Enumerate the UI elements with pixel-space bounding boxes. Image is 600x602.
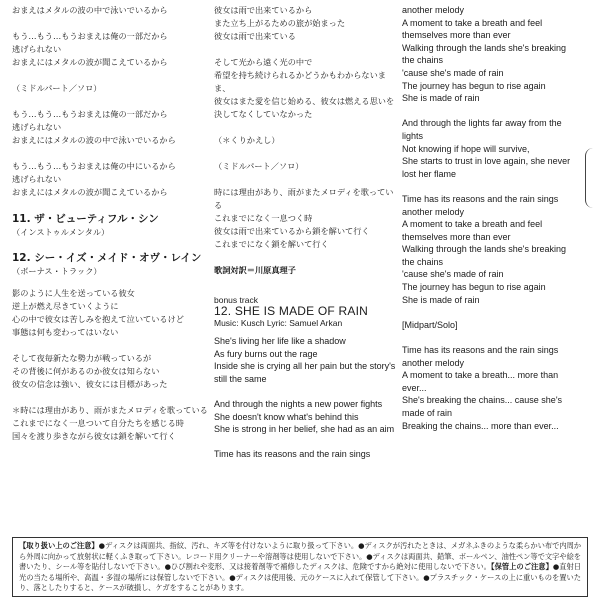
lyric-line: これまでになく一息ついて自分たちを感じる時 [12,418,184,428]
lyric-line: おまえにはメタルの波が聞こえているから [12,57,168,67]
lyric-line: Breaking the chains... more than ever... [402,420,559,431]
lyric-line: 時には理由があり、雨がまたメロディを歌っている [214,187,394,210]
lyric-line: そして光から遠く光の中で [214,57,313,67]
lyric-line: もう…もう…もうおまえは俺の一部だから [12,31,168,41]
lyric-line: She's breaking the chains... cause she's made of rain [402,395,563,418]
lyric-line: 事態は何も変わってはいない [12,327,119,337]
track-11-title: 11. ザ・ビューティフル・シン [12,213,159,225]
lyrics-block [12,4,208,199]
lyric-line: 彼女はまた愛を信じ始める、彼女は燃える思いを決してなくしていなかった [214,96,395,119]
chorus-block [12,404,208,443]
lyric-line: 彼女の信念は強い、彼女には目標があった [12,379,168,389]
lyric-line: A moment to take a breath... more than ever... [402,370,559,393]
lyric-line [214,436,396,449]
care-notice-box [12,537,588,597]
lyric-line [12,17,208,30]
lyric-line [12,69,208,82]
english-lyrics-block [402,4,578,432]
lyric-line: 国々を渡り歩きながら彼女は鎖を解いて行く [12,431,176,441]
lyric-line: Time has its reasons and the rain sings another melody [402,193,559,217]
lyric-line: Time has its reasons and the rain sings [214,449,371,460]
japanese-lyrics-column-1 [12,4,208,443]
lyric-line: 逃げられない [12,174,62,184]
track-11-subtitle: （インストゥルメンタル） [12,227,110,237]
lyric-line: She is made of rain [402,294,480,305]
lyric-line: Not knowing if hope will survive, [402,143,530,154]
lyric-line: 'cause she's made of rain [402,67,504,78]
translation-credit: 歌詞対訳＝川原真理子 [214,265,296,275]
lyric-line: And through the lights far away from the lights [402,118,562,141]
lyric-line: その背後に何があるのか彼女は知らない [12,366,160,376]
lyric-line: She starts to trust in love again, she never lost her flame [402,156,571,179]
english-lyrics-block [214,335,396,461]
lyric-line: 彼女は雨で出来ているから鎖を解いて行く [214,226,370,236]
lyric-line: これまでになく一息つく時 [214,213,313,223]
handling-notice-label: 【取り扱い上のご注意】 [19,541,99,550]
lyric-line: おまえにはメタルの波が聞こえているから [12,187,168,197]
lyric-line: （ミドルパート／ソロ） [214,161,304,171]
handling-notice-text: ●ディスクは両面共、指紋、汚れ、キズ等を付けないように取り扱って下さい。●ディスクが汚れたときは、メガネふきのような柔らかい布で内周から外周に向かって放射状に軽くふき取って下さい。レコード用クリーナーや溶剤等は使用しないで下さい。●ディスクは両面共、鉛筆、ボールペン、油性ペン等で文字や絵を書いたり、シール等を貼付しないで下さい。●ひび割れや変形、又は接着剤等で補修したディスクは、危険ですから絶対に使用しないで下さい。 [19,541,581,572]
english-track-title: 12. SHE IS MADE OF RAIN [214,304,368,318]
lyric-line: another melody [402,5,465,15]
lyric-line: The journey has begun to rise again [402,80,546,91]
lyric-line: これまでになく鎖を解いて行く [214,239,329,249]
lyric-line: She is made of rain [402,93,480,104]
lyric-line: As fury burns out the rage [214,348,318,359]
lyrics-block [214,4,396,251]
lyric-line: 彼女は雨で出来ている [214,31,296,41]
lyric-line: Time has its reasons and the rain sings another melody [402,345,559,368]
japanese-lyrics-column-2 [214,4,396,461]
lyric-line: She is strong in her belief, she had as an aim [214,424,395,435]
lyric-line [12,95,208,108]
page-margin-mark [585,148,594,208]
lyric-line [214,173,396,186]
music-lyric-credit: Music: Kusch Lyric: Samuel Arkan [214,318,343,328]
lyric-line: 逆上が燃え尽きていくように [12,301,119,311]
lyric-line [12,391,208,404]
lyric-line: 彼女は雨で出来ているから [214,5,313,15]
lyric-line [214,147,396,160]
lyric-line: She doesn't know what's behind this [214,411,359,422]
storage-notice-text: ●直射日光の当たる場所や、高温・多湿の場所には保管しないで下さい。●ディスクは使用後、元のケースに入れて保管して下さい。●プラスチック・ケースの上に重いものを置いたり、落としたりすると、ケースが破損し、ケガをすることがあります。 [19,562,582,593]
lyric-line [214,385,396,398]
lyric-line: （＊くりかえし） [214,135,280,145]
lyric-line [402,331,578,344]
lyric-line [12,339,208,352]
lyric-line: 逃げられない [12,44,62,54]
lyric-line [402,306,578,319]
lyric-line: She's living her life like a shadow [214,336,346,346]
lyric-line: 影のように人生を送っている彼女 [12,288,135,298]
bonus-track-label: bonus track [214,295,258,305]
english-lyrics-column [402,4,578,432]
lyric-line: 心の中で彼女は苦しみを抱えて泣いているけど [12,314,184,324]
lyric-line: Walking through the lands she's breaking the chains [402,42,566,66]
lyric-line: ＊時には理由があり、雨がまたメロディを歌っている [12,405,208,415]
lyric-line: [Midpart/Solo] [402,319,458,330]
track-12-title: 12. シー・イズ・メイド・オヴ・レイン [12,252,202,264]
lyric-line: 逃げられない [12,122,62,132]
lyrics-block [12,287,208,404]
lyric-line [12,147,208,160]
lyric-line [214,43,396,56]
lyric-line: And through the nights a new power fights [214,398,383,409]
storage-notice-label: 【保管上のご注意】 [490,562,553,572]
lyric-line [402,180,578,193]
lyric-line [402,105,578,118]
lyric-line: もう…もう…もうおまえは俺の中にいるから [12,161,176,171]
lyric-line: The journey has begun to rise again [402,282,546,293]
lyric-line: Inside she is crying all her pain but the story's still the same [214,361,396,384]
lyric-line: Walking through the lands she's breaking the chains [402,244,566,267]
lyric-line: 希望を持ち続けられるかどうかもわからないまま、 [214,70,386,93]
lyric-line: そして夜毎新たな勢力が戦っているが [12,353,152,363]
lyric-line: 'cause she's made of rain [402,269,504,280]
lyric-line: もう…もう…もうおまえは俺の一部だから [12,109,168,119]
lyric-line: A moment to take a breath and feel themselves more than ever [402,17,543,41]
lyric-line: （ミドルパート／ソロ） [12,83,102,93]
lyric-line: A moment to take a breath and feel themselves more than ever [402,219,543,242]
lyric-line: おまえにはメタルの波の中で泳いでいるから [12,135,176,145]
lyric-line: おまえはメタルの波の中で泳いでいるから [12,5,168,15]
lyric-line: また立ち上がるための旅が始まった [214,18,346,28]
lyric-line [214,121,396,134]
track-12-subtitle: （ボーナス・トラック） [12,266,102,276]
